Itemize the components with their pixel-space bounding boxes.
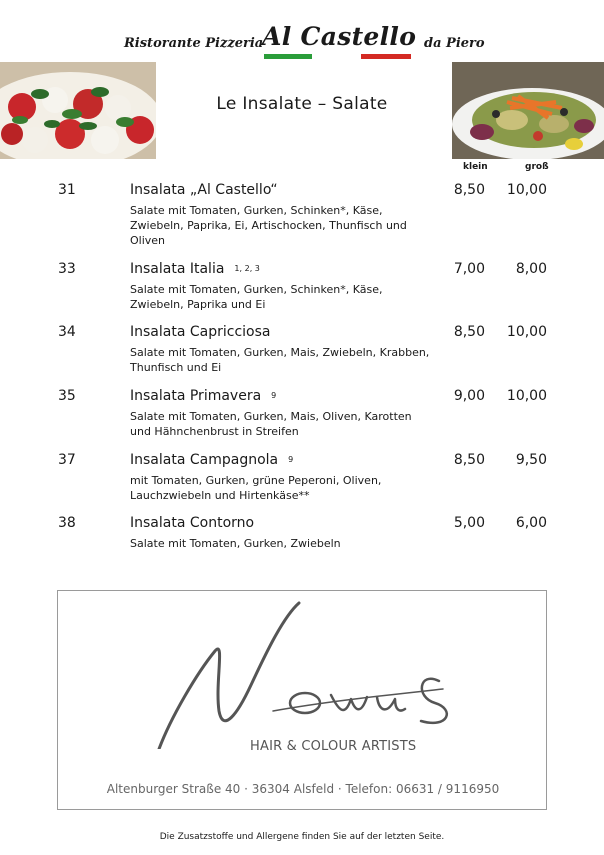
item-allergens: 1, 2, 3	[234, 264, 260, 273]
item-price-large: 6,00	[515, 515, 547, 531]
item-price-small: 8,50	[453, 324, 485, 340]
item-number: 34	[58, 324, 76, 340]
size-label-large: groß	[525, 162, 549, 172]
size-label-small: klein	[463, 162, 488, 172]
item-name-text: Insalata Italia	[130, 261, 225, 277]
advertisement-tagline: HAIR & COLOUR ARTISTS	[250, 739, 417, 754]
footer-note: Die Zusatzstoffe und Allergene finden Sie auf der letzten Seite.	[159, 832, 445, 842]
item-name-text: Insalata Campagnola	[130, 452, 279, 468]
item-description: Salate mit Tomaten, Gurken, Mais, Oliven, Karotten und Hähnchenbrust in Streifen	[130, 410, 412, 438]
item-description: Salate mit Tomaten, Gurken, Schinken*, Käse, Zwiebeln, Paprika, Ei, Artischocken, Thunfisch und Oliven	[130, 204, 407, 247]
item-description: Salate mit Tomaten, Gurken, Mais, Zwiebeln, Krabben, Thunfisch und Ei	[130, 346, 430, 374]
item-name-text: Insalata Primavera	[130, 388, 262, 404]
advertisement-box	[57, 590, 547, 810]
item-price-small: 7,00	[453, 261, 485, 277]
item-name	[130, 182, 278, 198]
item-number: 38	[58, 515, 76, 531]
item-price-large: 8,00	[515, 261, 547, 277]
flag-green-bar	[264, 54, 312, 59]
item-name-text: Insalata Capricciosa	[130, 324, 271, 340]
item-number: 33	[58, 261, 76, 277]
advertisement-address: Altenburger Straße 40 · 36304 Alsfeld · Telefon: 06631 / 9116950	[106, 782, 500, 796]
restaurant-header	[0, 22, 604, 62]
item-name	[130, 388, 276, 404]
item-description: Salate mit Tomaten, Gurken, Schinken*, Käse, Zwiebeln, Paprika und Ei	[130, 283, 383, 311]
section-title: Le Insalate – Salate	[216, 94, 388, 114]
item-price-small: 9,00	[453, 388, 485, 404]
item-price-large: 10,00	[506, 324, 547, 340]
item-name	[130, 515, 254, 531]
item-price-large: 10,00	[506, 182, 547, 198]
item-allergens: 9	[288, 455, 294, 464]
item-allergens: 9	[271, 391, 277, 400]
item-number: 35	[58, 388, 76, 404]
item-description: mit Tomaten, Gurken, grüne Peperoni, Oliven, Lauchzwiebeln und Hirtenkäse**	[130, 474, 382, 502]
restaurant-suffix: da Piero	[424, 36, 485, 51]
restaurant-prefix: Ristorante Pizzeria	[124, 36, 264, 51]
item-price-small: 8,50	[453, 452, 485, 468]
item-name-text: Insalata Contorno	[130, 515, 255, 531]
item-price-large: 9,50	[515, 452, 547, 468]
item-name	[130, 261, 260, 277]
item-name	[130, 452, 293, 468]
item-name	[130, 324, 270, 340]
item-name-text: Insalata „Al Castello“	[130, 182, 278, 198]
item-price-small: 8,50	[453, 182, 485, 198]
item-number: 31	[58, 182, 76, 198]
novus-logo	[153, 599, 483, 749]
item-number: 37	[58, 452, 76, 468]
flag-red-bar	[361, 54, 411, 59]
item-price-small: 5,00	[453, 515, 485, 531]
item-price-large: 10,00	[506, 388, 547, 404]
restaurant-name: Al Castello	[262, 22, 417, 51]
item-description: Salate mit Tomaten, Gurken, Zwiebeln	[130, 537, 341, 550]
